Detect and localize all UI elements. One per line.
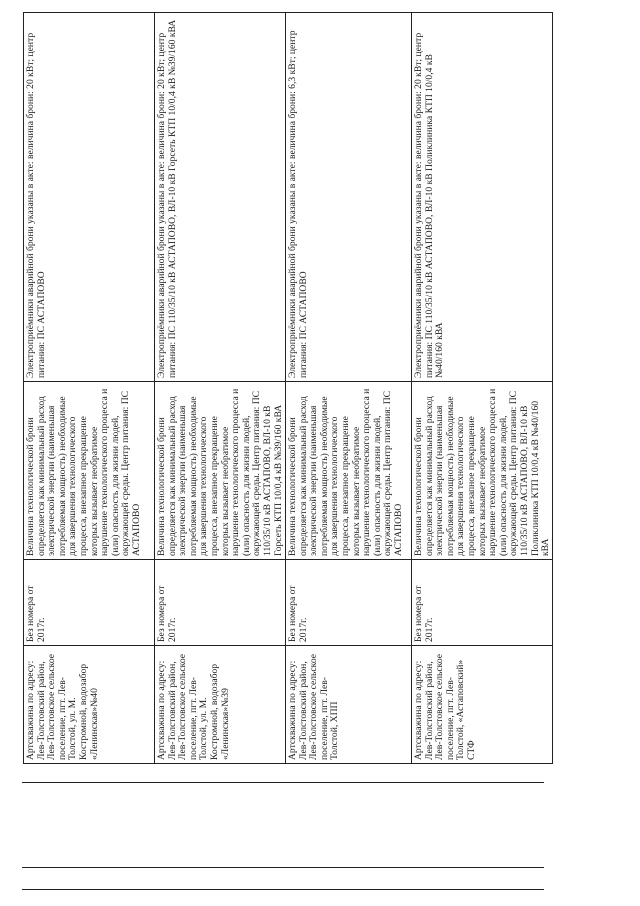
divider-line [22, 782, 544, 783]
divider-line [22, 867, 544, 868]
tech-reservation-cell: Величина технологической брони определяется как минимальный расход электрической энергии (наименьшая потребляемая мощность) необходимые для завершения технологического процесса, внезапное прекращение которых вызывает необратимое нарушение технологического процесса и (или) опасность для жизни людей, окружающей среды. Центр питания: ПС АСТАПОВО [24, 382, 155, 560]
emergency-reservation-cell: Электроприёмники аварийной брони указаны в акте: величина брони: 20 кВт; центр питания: ПС 110/35/10 кВ АСТАПОВО, ВЛ-10 кВ Поликлиника КТП 10/0,4 кВ №40/160 кВА [412, 13, 553, 382]
table-row [155, 13, 286, 764]
object-cell: Артскважина по адресу: Лев-Толстовский район, Лев-Толстовское сельское поселение, пгт. Лев-Толстой, ХПП [286, 646, 412, 764]
emergency-reservation-cell: Электроприёмники аварийной брони указаны в акте: величина брони: 6,3 кВт; центр питания: ПС АСТАПОВО [286, 13, 412, 382]
tech-reservation-cell: Величина технологической брони определяется как минимальный расход электрической энергии (наименьшая потребляемая мощность) необходимые для завершения технологического процесса, внезапное прекращение которых вызывает необратимое нарушение технологического процесса и (или) опасность для жизни людей, окружающей среды. Центр питания: ПС АСТАПОВО [286, 382, 412, 560]
emergency-reservation-cell: Электроприёмники аварийной брони указаны в акте: величина брони: 20 кВт; центр питания: ПС 110/35/10 кВ АСТАПОВО, ВЛ-10 кВ Горсеть КТП 10/0,4 кВ №39/160 кВА [155, 13, 286, 382]
document-cell: Без номера от 2017г. [155, 560, 286, 646]
table-row [286, 13, 412, 764]
emergency-reservation-cell: Электроприёмники аварийной брони указаны в акте: величина брони: 20 кВт; центр питания: ПС АСТАПОВО [24, 13, 155, 382]
table-row [412, 13, 553, 764]
document-cell: Без номера от 2017г. [24, 560, 155, 646]
document-cell: Без номера от 2017г. [286, 560, 412, 646]
tech-reservation-cell: Величина технологической брони определяется как минимальный расход электрической энергии (наименьшая потребляемая мощность) необходимые для завершения технологического процесса, внезапное прекращение которых вызывает необратимое нарушение технологического процесса и (или) опасность для жизни людей, окружающей среды. Центр питания: ПС 110/35/10 кВ АСТАПОВО, ВЛ-10 кВ Горсеть КТП 10/0,4 кВ №39/160 кВА [155, 382, 286, 560]
table-row [24, 13, 155, 764]
document-cell: Без номера от 2017г. [412, 560, 553, 646]
rotated-page-content [23, 13, 552, 764]
tech-reservation-cell: Величина технологической брони определяется как минимальный расход электрической энергии (наименьшая потребляемая мощность) необходимые для завершения технологического процесса, внезапное прекращение которых вызывает необратимое нарушение технологического процесса и (или) опасность для жизни людей, окружающей среды. Центр питания: ПС 110/35/10 кВ АСТАПОВО, ВЛ-10 кВ Поликлиника КТП 10/0,4 кВ №40/160 кВА [412, 382, 553, 560]
reservation-table [23, 12, 553, 764]
object-cell: Артскважина по адресу: Лев-Толстовский район, Лев-Толстовское сельское поселение, пгт. Лев-Толстой, ул. М. Костромной, водозабор «Ленинская»№39 [155, 646, 286, 764]
object-cell: Артскважина по адресу: Лев-Толстовский район, Лев-Толстовское сельское поселение, пгт. Лев-Толстой, ул. М. Костромной, водозабор «Ленинская»№40 [24, 646, 155, 764]
divider-line [22, 889, 544, 890]
object-cell: Артскважина по адресу: Лев-Толстовский район, Лев-Толстовское сельское поселение, пгт. Лев-Толстой, «Астаповский» СТФ [412, 646, 553, 764]
